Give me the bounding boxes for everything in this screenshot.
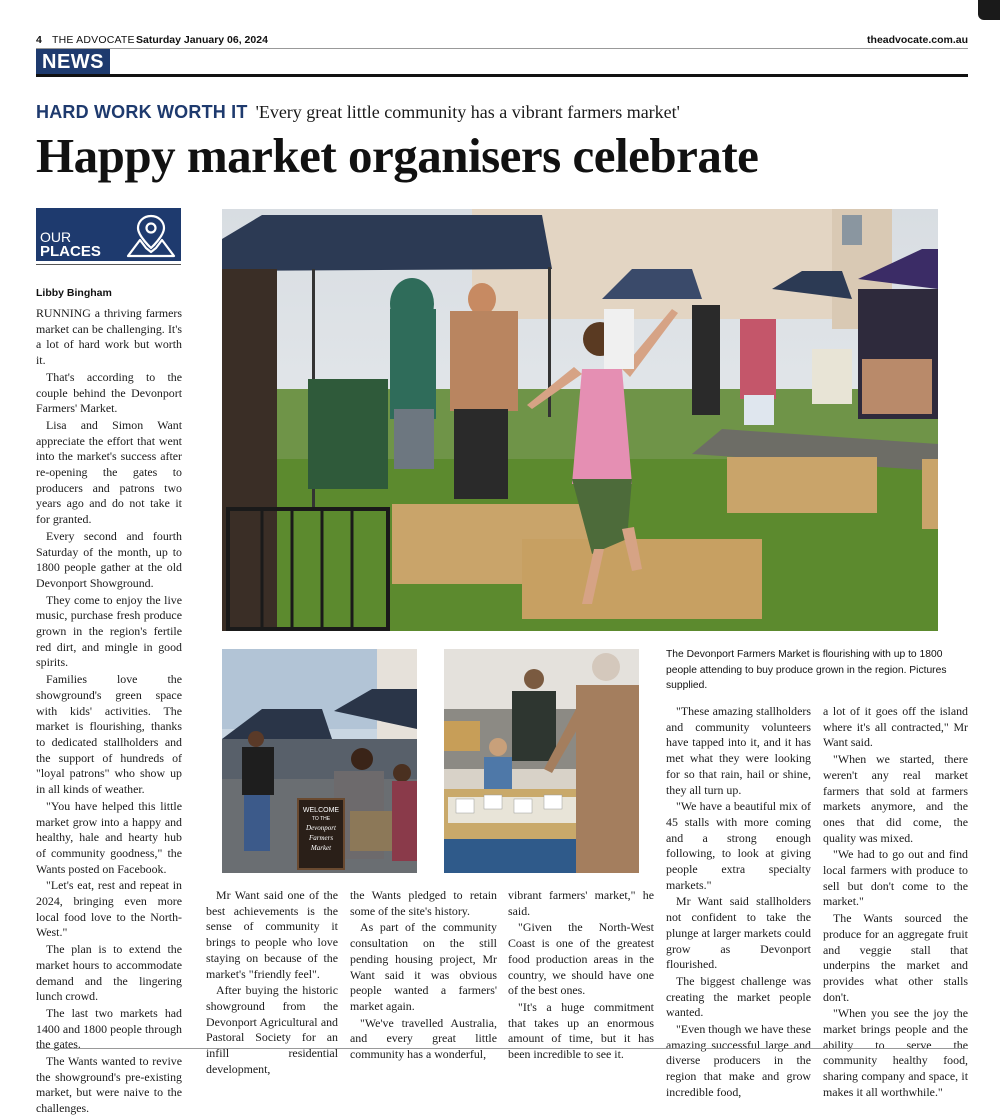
- header-divider: [36, 48, 968, 49]
- badge-line-1: OUR: [40, 229, 72, 245]
- paragraph: That's according to the couple behind the Devonport Farmers' Market.: [36, 369, 182, 416]
- paragraph: Every second and fourth Saturday of the month, up to 1800 people gather at the old Devonport Showground.: [36, 528, 182, 590]
- paragraph: "You have helped this little market grow into a happy and healthy, hale and hearty hub of community goodness," the Wants posted on Facebook.: [36, 798, 182, 876]
- paragraph: Mr Want said stallholders not confident to take the plunge at larger markets could grow as Devonport flourished.: [666, 894, 811, 972]
- paragraph: "We have a beautiful mix of 45 stalls with more coming and a strong enough following, to look at giving people extra specialty markets.": [666, 799, 811, 892]
- paragraph: "When you see the joy the market brings people and the ability to serve the community healthy food, sharing company and space, it makes it all worthwhile.": [823, 1006, 968, 1099]
- welcome-sign-line: WELCOME: [302, 807, 340, 814]
- footer-divider: [36, 1048, 968, 1049]
- section-divider: [36, 74, 968, 77]
- article-column-5: [666, 704, 811, 1102]
- paragraph: a lot of it goes off the island where it's all contracted," Mr Want said.: [823, 704, 968, 750]
- article-column-4: [508, 888, 654, 1064]
- paragraph: The plan is to extend the market hours to accommodate demand and the lingering lunch crowd.: [36, 942, 182, 1004]
- paragraph: vibrant farmers' market," he said.: [508, 888, 654, 918]
- article-column-6: [823, 704, 968, 1102]
- welcome-sign-line: TO THE: [311, 816, 331, 822]
- kicker-label: HARD WORK WORTH IT: [36, 102, 248, 122]
- paragraph: The Wants sourced the produce for an aggregate fruit and veggie stall that underpins the market and provides what other stalls don't.: [823, 911, 968, 1004]
- paragraph: As part of the community consultation on the still pending housing project, Mr Want said it was obvious people wanted a farmers' market again.: [350, 920, 497, 1013]
- paragraph: "We had to go out and find local farmers with produce to sell but don't come to the market.": [823, 847, 968, 909]
- secondary-photo-middle: [444, 649, 639, 873]
- paragraph: "We've travelled Australia, and every great little community has a wonderful,: [350, 1015, 497, 1062]
- issue-date: Saturday January 06, 2024: [136, 34, 268, 46]
- paragraph: "Let's eat, rest and repeat in 2024, bringing even more local food love to the North-West.": [36, 878, 182, 940]
- paragraph: "These amazing stallholders and community volunteers have tapped into it, and it has met what they were looking for so that rain, hail or shine, they all turn up.: [666, 704, 811, 797]
- paragraph: "When we started, there weren't any real market farmers that sold at farmers markets anymore, and the ones that did come, the quality was mixed.: [823, 752, 968, 845]
- website-link[interactable]: theadvocate.com.au: [867, 34, 968, 46]
- kicker: [36, 102, 968, 123]
- paragraph: "It's a huge commitment that takes up an enormous amount of time, but it has been incredible to see it.: [508, 999, 654, 1062]
- window-corner: [978, 0, 1000, 20]
- our-places-badge: [36, 208, 181, 261]
- map-pin-icon: [124, 212, 178, 258]
- article-column-2: [206, 888, 338, 1078]
- byline: Libby Bingham: [36, 287, 112, 299]
- page-header: [36, 34, 968, 48]
- page-number: 4: [36, 34, 42, 46]
- paragraph: After buying the historic showground from the Devonport Agricultural and Pastoral Society for an infill residential development,: [206, 983, 338, 1076]
- badge-divider: [36, 264, 181, 265]
- section-tag: NEWS: [36, 49, 110, 75]
- paragraph: The last two markets had 1400 and 1800 people through the gates.: [36, 1005, 182, 1052]
- paragraph: Mr Want said one of the best achievements is the sense of community it brings to people who love staying on because of the market's "friendly feel".: [206, 888, 338, 981]
- secondary-photo-left: [222, 649, 417, 873]
- kicker-quote: 'Every great little community has a vibrant farmers market': [255, 102, 680, 122]
- welcome-sign-line: Devonport: [306, 824, 336, 832]
- paragraph: "Given the North-West Coast is one of the greatest food production areas in the country, we should have one of the best ones.: [508, 920, 654, 998]
- paragraph: They come to enjoy the live music, purchase fresh produce grown in the region's fertile red dirt, and mingle in good spirits.: [36, 592, 182, 670]
- paragraph: the Wants pledged to retain some of the site's history.: [350, 888, 497, 918]
- badge-line-2: PLACES: [40, 243, 101, 260]
- headline: Happy market organisers celebrate: [36, 128, 759, 183]
- paragraph: The Wants wanted to revive the showground's pre-existing market, but were naive to the challenges.: [36, 1054, 182, 1116]
- welcome-sign-line: Market: [310, 844, 332, 852]
- welcome-sign-line: Farmers: [308, 834, 334, 842]
- paragraph: Lisa and Simon Want appreciate the effort that went into the market's success after re-opening the gates to producers and patrons two years ago and do not take it for granted.: [36, 417, 182, 527]
- article-column-1: [36, 306, 182, 1118]
- article-column-3: [350, 888, 497, 1064]
- paragraph: "Even though we have these amazing successful large and diverse producers in the region that make and grow incredible food,: [666, 1022, 811, 1099]
- publication-name: THE ADVOCATE: [52, 34, 135, 46]
- paragraph: RUNNING a thriving farmers market can be challenging. It's a lot of hard work but worth it.: [36, 306, 182, 368]
- main-photo: [222, 209, 938, 631]
- photo-caption: The Devonport Farmers Market is flourishing with up to 1800 people attending to buy produce grown in the region. Pictures supplied.: [666, 649, 947, 692]
- paragraph: Families love the showground's green space with kids' activities. The market is flourishing, thanks to dedicated stallholders and the support of hundreds of "loyal patrons" who show up in all kinds of weather.: [36, 672, 182, 797]
- paragraph: The biggest challenge was creating the market people wanted.: [666, 973, 811, 1020]
